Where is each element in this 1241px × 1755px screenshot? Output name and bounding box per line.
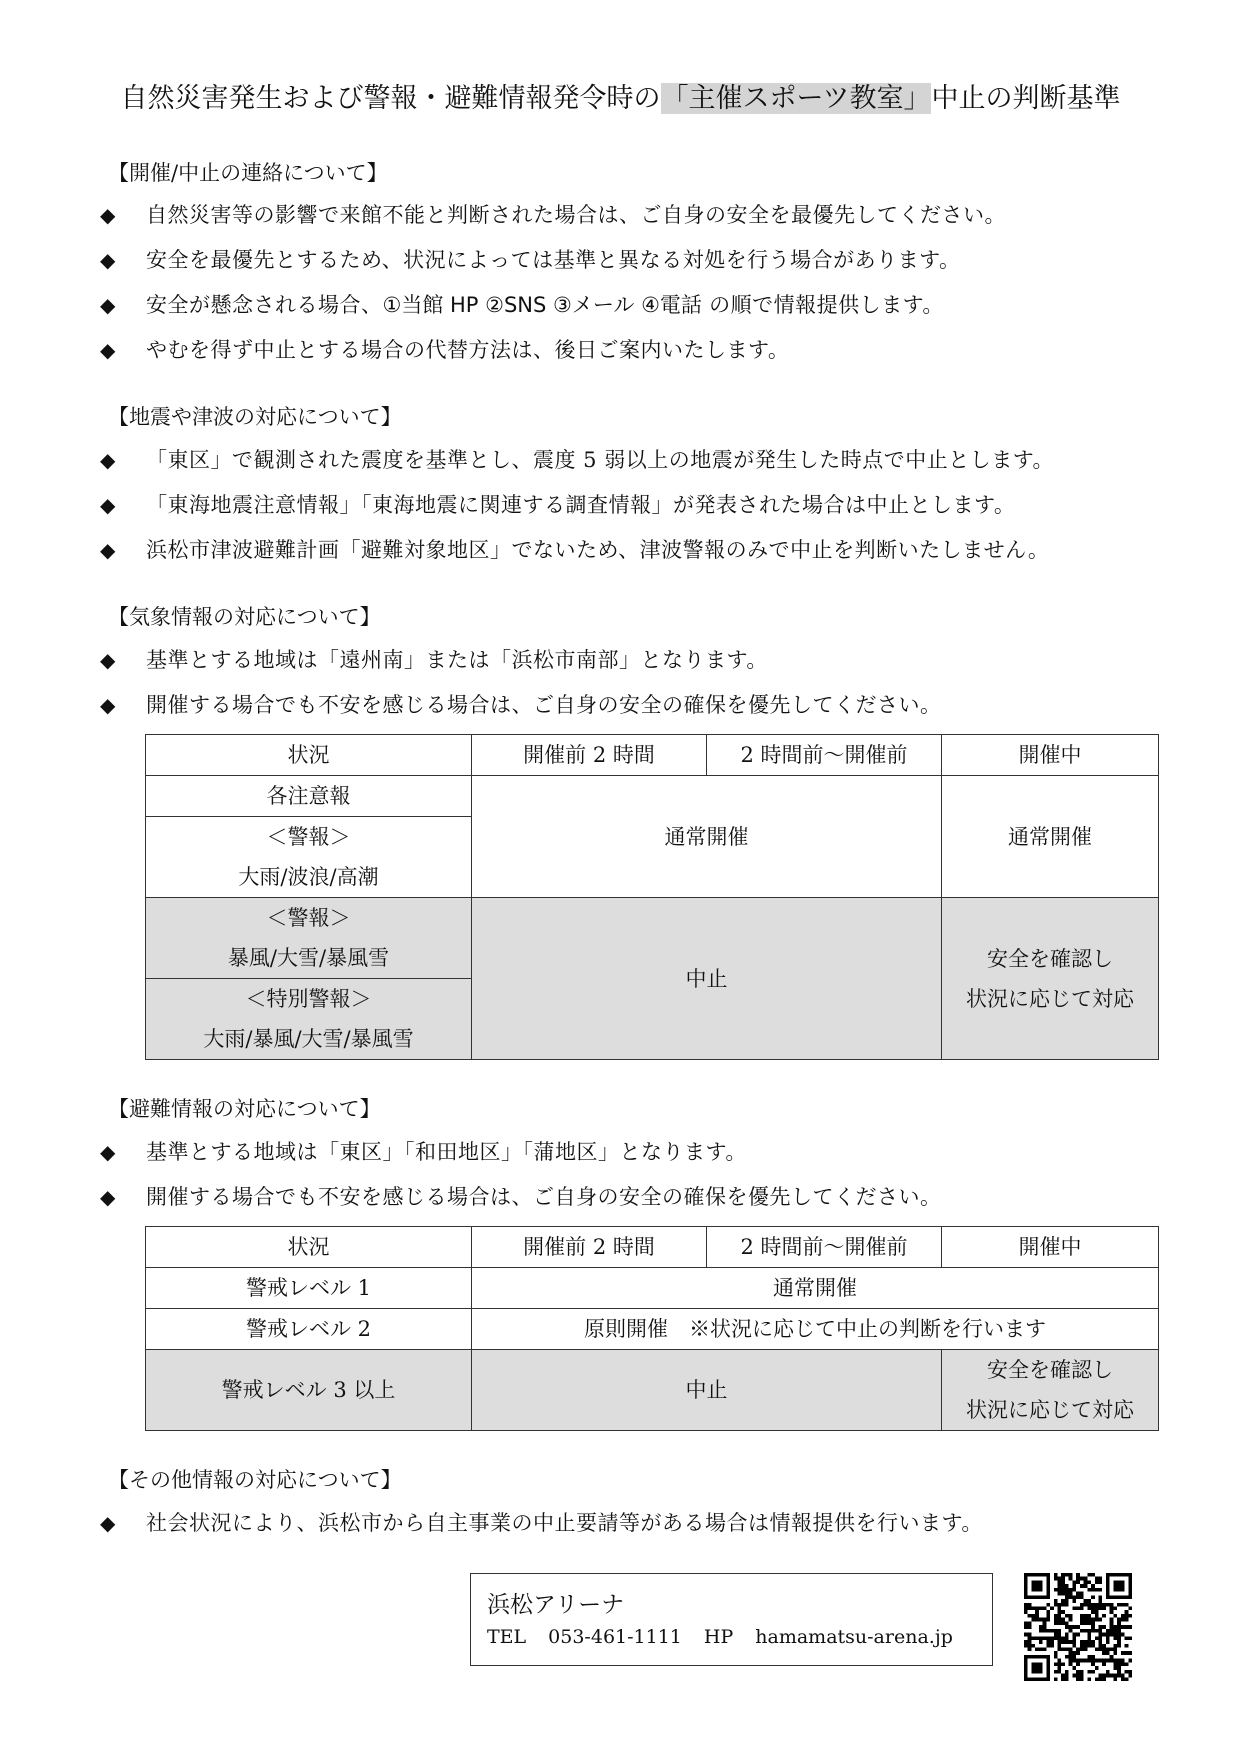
table-header: 開催前 2 時間 [472,1227,707,1268]
table-header: 状況 [146,735,472,776]
status-cell: 警戒レベル 2 [146,1309,472,1350]
list-item: ◆ 「東区」で観測された震度を基準とし、震度 5 弱以上の地震が発生した時点で中止とします。 [100,448,1055,472]
list-item: ◆ 基準とする地域は「遠州南」または「浜松市南部」となります。 [100,648,768,672]
status-cell: ＜特別警報＞ 大雨/暴風/大雪/暴風雪 [146,979,472,1060]
list-item: ◆ 社会状況により、浜松市から自主事業の中止要請等がある場合は情報提供を行います。 [100,1511,983,1535]
table-header: 状況 [146,1227,472,1268]
bullet-icon: ◆ [100,448,116,472]
bullet-icon: ◆ [100,693,116,717]
value-cell: 安全を確認し 状況に応じて対応 [942,1350,1159,1431]
page-title [0,76,1241,115]
value-cell: 中止 [472,898,942,1060]
evac-table [145,1226,1159,1431]
list-item: ◆ 安全が懸念される場合、①当館 HP ②SNS ③メール ④電話 の順で情報提供します。 [100,293,944,317]
contact-line [487,1626,975,1648]
info-channels: ①当館 HP ②SNS ③メール ④電話 [382,293,702,317]
qr-code-icon[interactable] [1019,1573,1137,1681]
table-header: 開催前 2 時間 [472,735,707,776]
list-item: ◆ 開催する場合でも不安を感じる場合は、ご自身の安全の確保を優先してください。 [100,693,942,717]
section-heading-contact: 【開催/中止の連絡について】 [108,161,388,185]
status-cell: 各注意報 [146,776,472,817]
table-header: 2 時間前～開催前 [707,735,942,776]
table-header: 開催中 [942,1227,1159,1268]
bullet-icon: ◆ [100,1140,116,1164]
section-heading-evac: 【避難情報の対応について】 [108,1097,381,1121]
value-cell: 原則開催 ※状況に応じて中止の判断を行います [472,1309,1159,1350]
venue-name: 浜松アリーナ [487,1592,625,1618]
list-item: ◆ 基準とする地域は「東区」「和田地区」「蒲地区」となります。 [100,1140,747,1164]
title-after: 中止の判断基準 [931,83,1121,114]
bullet-icon: ◆ [100,203,116,227]
value-cell: 通常開催 [942,776,1159,898]
hp-label: HP [703,1626,734,1648]
status-cell: ＜警報＞ 大雨/波浪/高潮 [146,817,472,898]
bullet-icon: ◆ [100,293,116,317]
list-item: ◆ やむを得ず中止とする場合の代替方法は、後日ご案内いたします。 [100,338,790,362]
status-cell: 警戒レベル 3 以上 [146,1350,472,1431]
value-cell: 通常開催 [472,776,942,898]
section-heading-quake: 【地震や津波の対応について】 [108,405,402,429]
bullet-icon: ◆ [100,648,116,672]
title-highlight: 「主催スポーツ教室」 [661,83,931,114]
list-item: ◆ 浜松市津波避難計画「避難対象地区」でないため、津波警報のみで中止を判断いたしません。 [100,538,1050,562]
value-cell: 安全を確認し 状況に応じて対応 [942,898,1159,1060]
title-before: 自然災害発生および警報・避難情報発令時の [120,83,661,114]
bullet-icon: ◆ [100,248,116,272]
contact-box [470,1573,993,1666]
bullet-icon: ◆ [100,493,116,517]
table-header: 2 時間前～開催前 [707,1227,942,1268]
tel-number: 053-461-1111 [548,1626,682,1648]
status-cell: ＜警報＞ 暴風/大雪/暴風雪 [146,898,472,979]
table-header: 開催中 [942,735,1159,776]
list-item: ◆ 自然災害等の影響で来館不能と判断された場合は、ご自身の安全を最優先してください。 [100,203,1006,227]
section-heading-weather: 【気象情報の対応について】 [108,605,381,629]
list-item: ◆ 「東海地震注意情報」「東海地震に関連する調査情報」が発表された場合は中止とします。 [100,493,1016,517]
list-item: ◆ 開催する場合でも不安を感じる場合は、ご自身の安全の確保を優先してください。 [100,1185,942,1209]
tel-label: TEL [487,1626,527,1648]
section-heading-other: 【その他情報の対応について】 [108,1468,402,1492]
weather-table [145,734,1159,1060]
hp-url[interactable]: hamamatsu-arena.jp [755,1626,953,1648]
list-item: ◆ 安全を最優先とするため、状況によっては基準と異なる対処を行う場合があります。 [100,248,961,272]
bullet-icon: ◆ [100,538,116,562]
value-cell: 中止 [472,1350,942,1431]
bullet-icon: ◆ [100,1511,116,1535]
bullet-icon: ◆ [100,1185,116,1209]
bullet-icon: ◆ [100,338,116,362]
status-cell: 警戒レベル 1 [146,1268,472,1309]
value-cell: 通常開催 [472,1268,1159,1309]
